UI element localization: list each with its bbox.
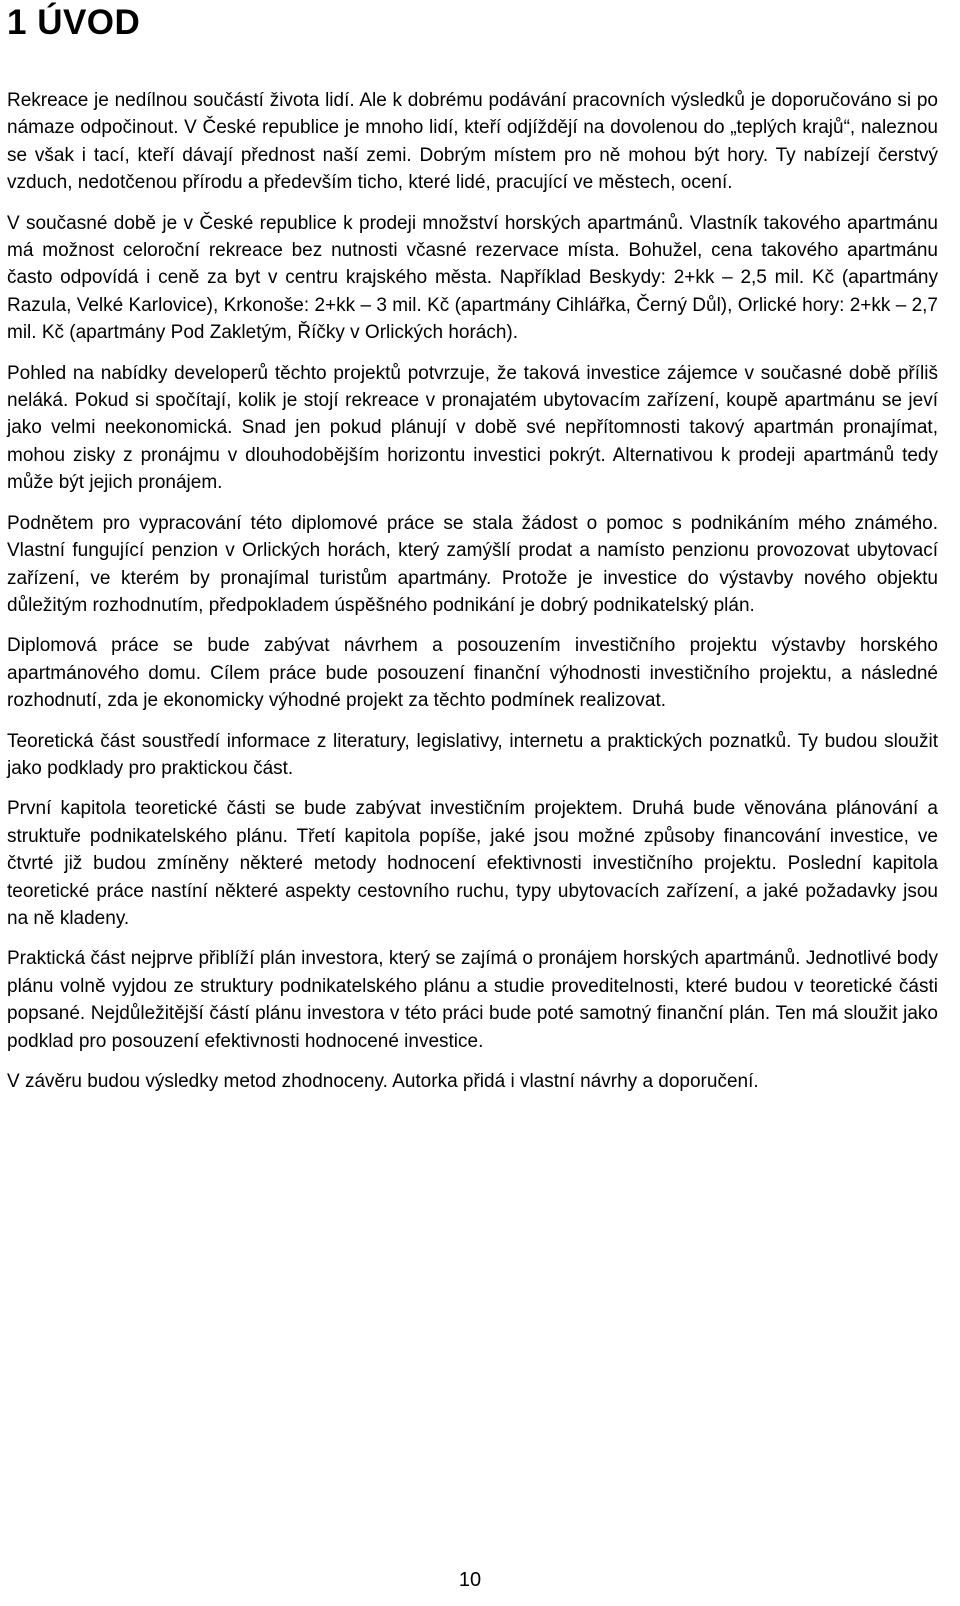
- paragraph-conclusion: V závěru budou výsledky metod zhodnoceny. Autorka přidá i vlastní návrhy a doporučení.: [7, 1071, 759, 1092]
- paragraph-developer-offers: Pohled na nabídky developerů těchto projektů potvrzuje, že taková investice zájemce v současné době příliš neláká. Pokud si spočítají, kolik je stojí rekreace v pronajatém ubytovacím zařízení, koupě apartmánu se jeví jako velmi neekonomická. Snad jen pokud plánují v době své nepřítomnosti takový apartmán pronajímat, mohou zisky z pronájmu v dlouhodobějším horizontu investici pokrýt. Alternativou k prodeji apartmánů tedy může být jejich pronájem.: [7, 362, 938, 494]
- paragraph-motivation: Podnětem pro vypracování této diplomové práce se stala žádost o pomoc s podnikáním mého známého. Vlastní fungující penzion v Orlických horách, který zamýšlí prodat a namísto penzionu provozovat ubytovací zařízení, ve kterém by pronajímal turistům apartmány. Protože je investice do výstavby nového objektu důležitým rozhodnutím, předpokladem úspěšného podnikání je dobrý podnikatelský plán.: [7, 512, 938, 616]
- chapter-body: [7, 87, 938, 1095]
- paragraph-intro-recreation: Rekreace je nedílnou součástí života lidí. Ale k dobrému podávání pracovních výsledků je doporučováno si po námaze odpočinout. V České republice je mnoho lidí, kteří odjíždějí na dovolenou do „teplých krajů“, naleznou se však i tací, kteří dávají přednost naší zemi. Dobrým místem pro ně mohou být hory. Ty nabízejí čerstvý vzduch, nedotčenou přírodu a především ticho, které lidé, pracující ve městech, ocení.: [7, 90, 938, 194]
- paragraph-theory-sources: Teoretická část soustředí informace z literatury, legislativy, internetu a praktických poznatků. Ty budou sloužit jako podklady pro praktickou část.: [7, 730, 938, 779]
- paragraph-apartment-prices: V současné době je v České republice k prodeji množství horských apartmánů. Vlastník takového apartmánu má možnost celoroční rekreace bez nutnosti včasné rezervace místa. Bohužel, cena takového apartmánu často odpovídá i ceně za byt v centru krajského města. Například Beskydy: 2+kk – 2,5 mil. Kč (apartmány Razula, Velké Karlovice), Krkonoše: 2+kk – 3 mil. Kč (apartmány Cihlářka, Černý Důl), Orlické hory: 2+kk – 2,7 mil. Kč (apartmány Pod Zakletým, Říčky v Orlických horách).: [7, 212, 938, 344]
- paragraph-theory-chapters: První kapitola teoretické části se bude zabývat investičním projektem. Druhá bude věnována plánování a struktuře podnikatelského plánu. Třetí kapitola popíše, jaké jsou možné způsoby financování investice, ve čtvrté již budou zmíněny některé metody hodnocení efektivnosti investičního projektu. Poslední kapitola teoretické práce nastíní některé aspekty cestovního ruchu, typy ubytovacích zařízení, a jaké požadavky jsou na ně kladeny.: [7, 798, 938, 929]
- page-number: 10: [458, 1569, 482, 1591]
- chapter-title: 1 ÚVOD: [7, 3, 141, 42]
- paragraph-thesis-goal: Diplomová práce se bude zabývat návrhem a posouzením investičního projektu výstavby horského apartmánového domu. Cílem práce bude posouzení finanční výhodnosti investičního projektu, a následné rozhodnutí, zda je ekonomicky výhodné projekt za těchto podmínek realizovat.: [7, 635, 938, 712]
- paragraph-practical-part: Praktická část nejprve přiblíží plán investora, který se zajímá o pronájem horských apartmánů. Jednotlivé body plánu volně vyjdou ze struktury podnikatelského plánu a studie proveditelnosti, které budou v teoretické části popsané. Nejdůležitější částí plánu investora v této práci bude poté samotný finanční plán. Ten má sloužit jako podklad pro posouzení efektivnosti hodnocené investice.: [7, 948, 938, 1052]
